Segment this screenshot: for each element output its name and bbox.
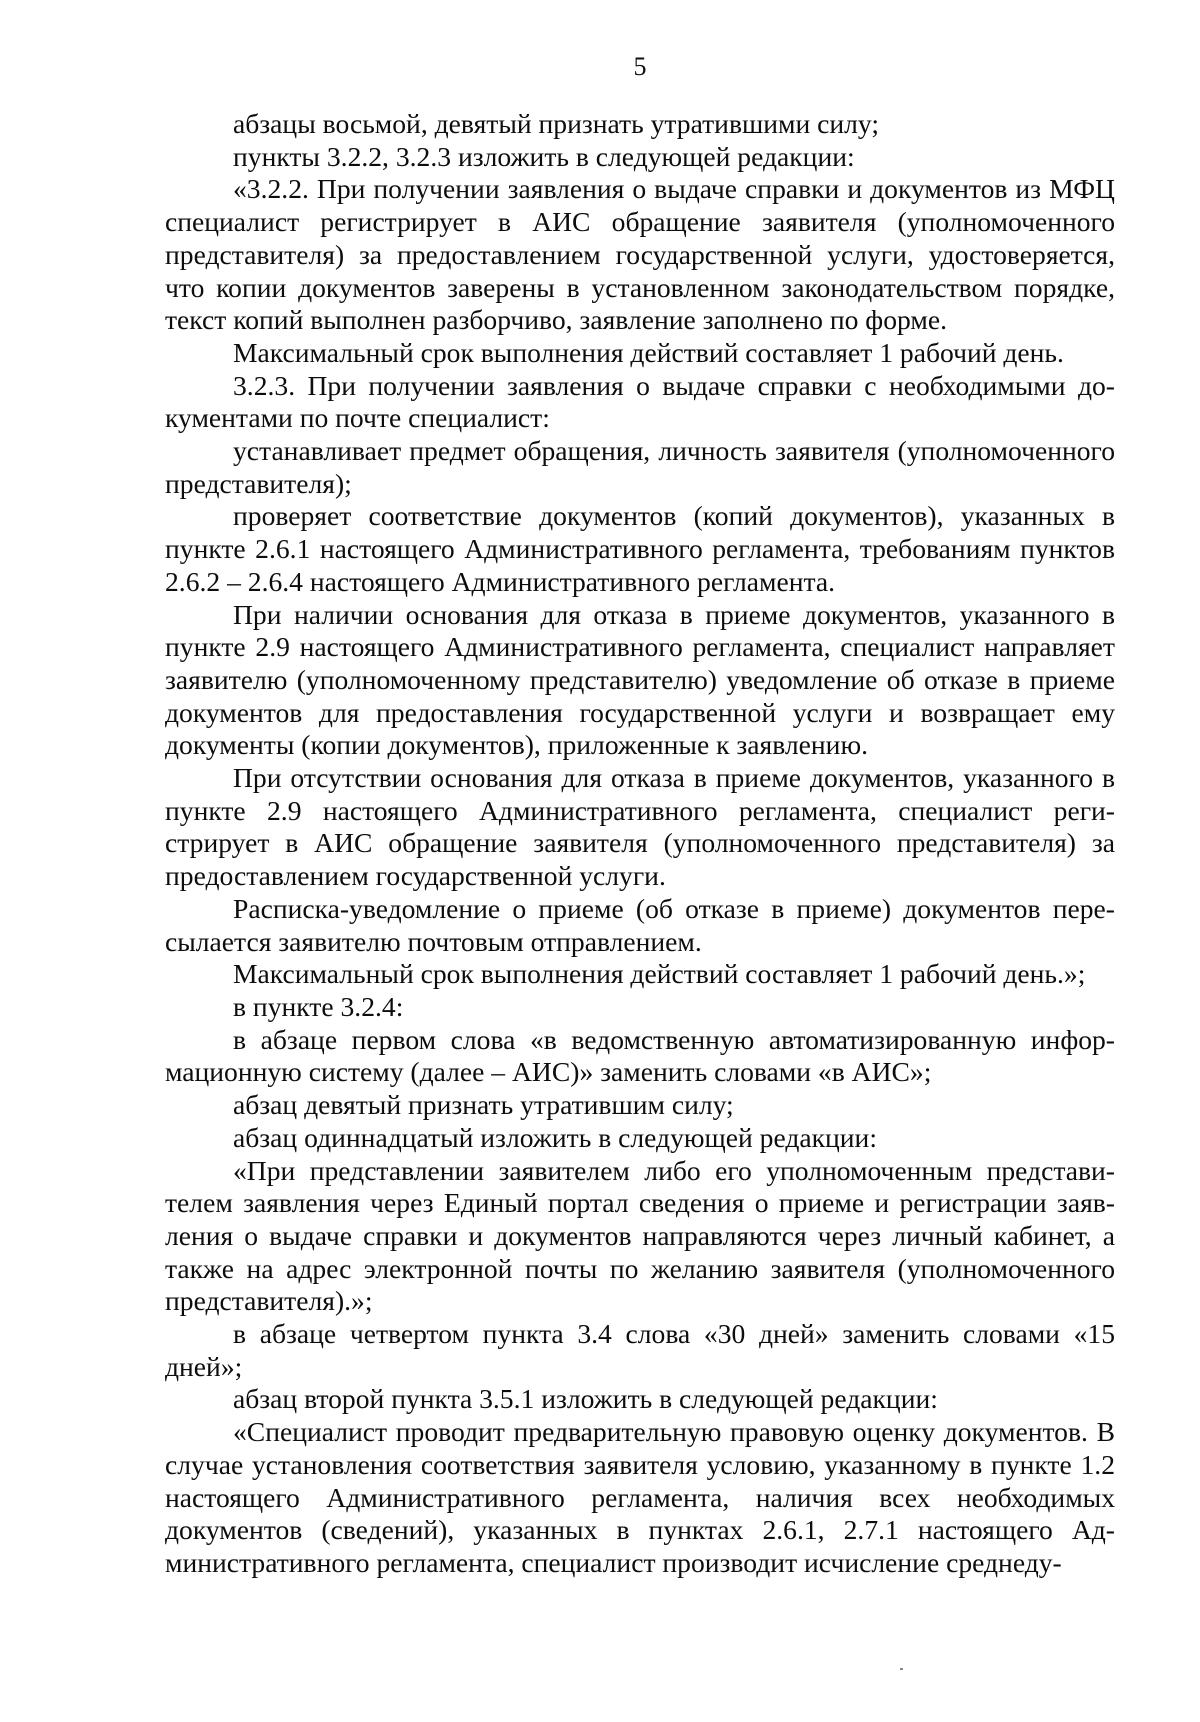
page-number: 5	[633, 52, 647, 81]
paragraph: проверяет соответствие документов (копий документов), указанных в пункте 2.6.1 настоящего Административного регламента, требованиям пунктов 2.6.2 – 2.6.4 настоящего Административного регламента.	[165, 500, 1115, 597]
paragraph: «При представлении заявителем либо его уполномоченным представителем заявления через Единый портал сведения о приеме и регистрации заявления о выдаче справки и документов направляются через личный кабинет, а также на адрес электронной почты по желанию заявителя (уполномоченного представителя).»;	[165, 1154, 1115, 1317]
paragraph: абзац второй пункта 3.5.1 изложить в следующей редакции:	[233, 1383, 938, 1415]
scan-artifact	[900, 1668, 903, 1670]
document-body	[165, 108, 1115, 1580]
paragraph: Максимальный срок выполнения действий составляет 1 рабочий день.»;	[233, 958, 1086, 990]
paragraph: «Специалист проводит предварительную правовую оценку документов. В случае установления соответствия заявителя условию, указанному в пункте 1.2 настоящего Административного регламента, наличия всех необходимых документов (сведений), указанных в пунктах 2.6.1, 2.7.1 настоящего Административного регламента, специалист производит исчисление среднеду-	[165, 1416, 1115, 1578]
paragraph: При отсутствии основания для отказа в приеме документов, указанного в пункте 2.9 настоящего Административного регламента, специалист регистрирует в АИС обращение заявителя (уполномоченного представителя) за предоставлением государственной услуги.	[165, 762, 1115, 892]
paragraph: устанавливает предмет обращения, личность заявителя (уполномоченного представителя);	[165, 435, 1115, 499]
paragraph: Расписка-уведомление о приеме (об отказе в приеме) документов пересылается заявителю почтовым отправлением.	[165, 892, 1115, 957]
paragraph: в абзаце четвертом пункта 3.4 слова «30 дней» заменить словами «15 дней»;	[165, 1318, 1115, 1382]
paragraph: «3.2.2. При получении заявления о выдаче справки и документов из МФЦ специалист регистрирует в АИС обращение заявителя (уполномоченного представителя) за предоставлением государственной услуги, удостоверяется, что копии документов заверены в установленном законодательством порядке, текст копий выполнен разборчиво, заявление заполнено по форме.	[165, 173, 1115, 336]
paragraph: абзац девятый признать утратившим силу;	[233, 1089, 734, 1121]
paragraph: абзацы восьмой, девятый признать утратившими силу;	[233, 108, 880, 139]
paragraph: абзац одиннадцатый изложить в следующей редакции:	[233, 1121, 877, 1153]
paragraph: пункты 3.2.2, 3.2.3 изложить в следующей редакции:	[233, 140, 855, 172]
paragraph: Максимальный срок выполнения действий составляет 1 рабочий день.	[233, 336, 1064, 368]
paragraph: При наличии основания для отказа в приеме документов, указанного в пункте 2.9 настоящего Административного регламента, специалист направляет заявителю (уполномоченному представителю) уведомление об отказе в приеме документов для предоставления государственной услуги и возвращает ему документы (копии документов), приложенные к заявлению.	[165, 598, 1115, 761]
paragraph: 3.2.3. При получении заявления о выдаче справки с необходимыми документами по почте специалист:	[165, 369, 1115, 434]
paragraph: в пункте 3.2.4:	[233, 990, 404, 1022]
paragraph: в абзаце первом слова «в ведомственную автоматизированную информационную систему (далее – АИС)» заменить словами «в АИС»;	[165, 1023, 1115, 1088]
